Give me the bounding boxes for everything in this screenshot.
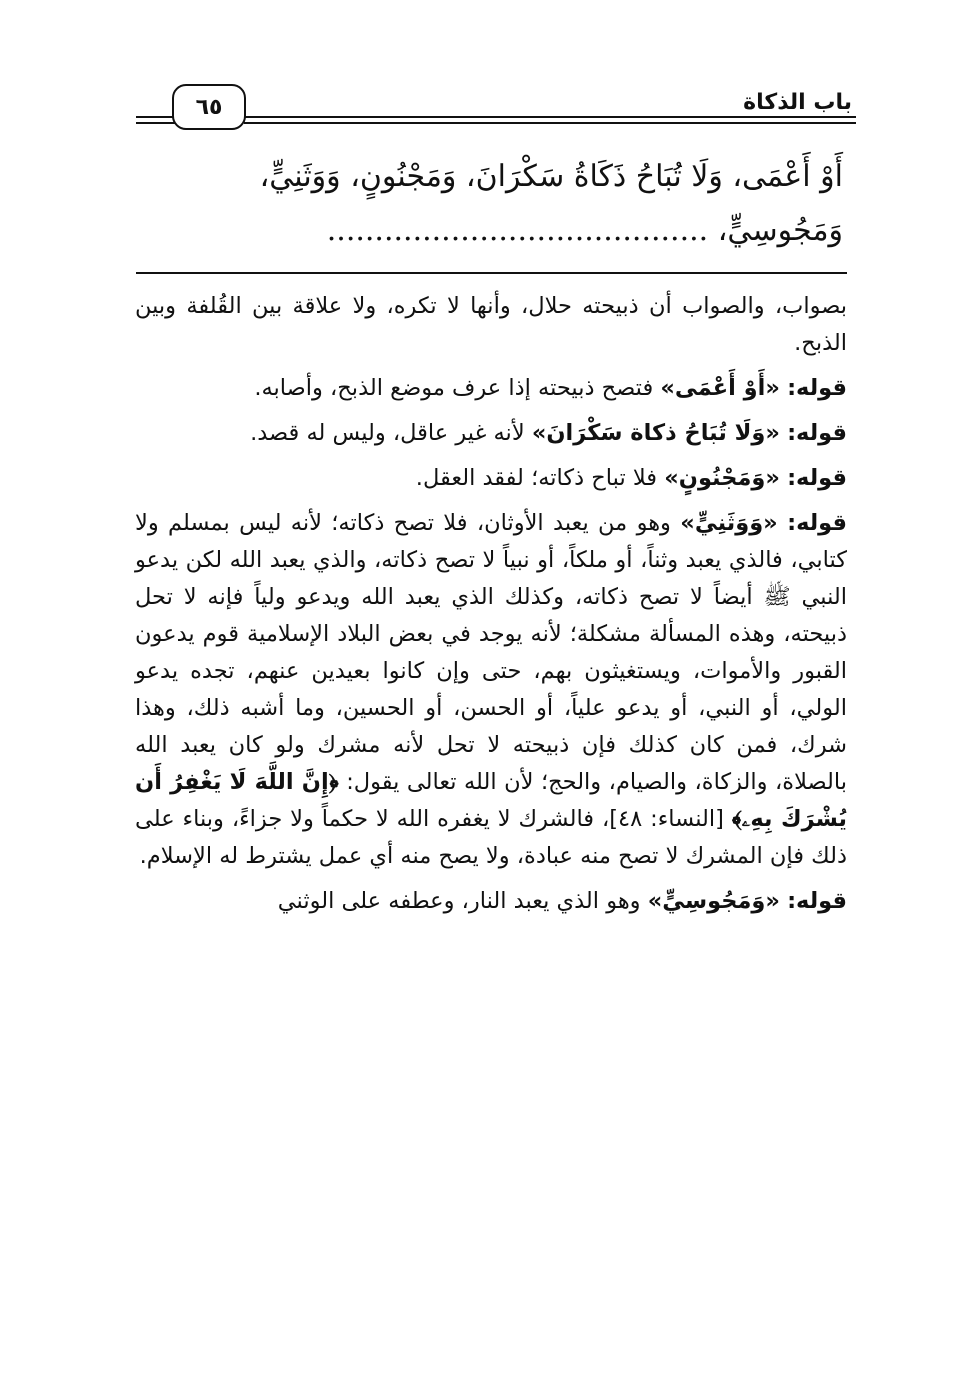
chapter-title: باب الذكاة <box>743 90 852 115</box>
matn-quote: «وَلَا تُبَاحُ ذكاة سَكْرَانَ» <box>531 420 780 446</box>
qawl-label: قوله: <box>787 888 847 914</box>
paragraph-text: لأنه غير عاقل، وليس له قصد. <box>250 420 525 446</box>
matn-line-2-text: وَمَجُوسِيٍّ، <box>717 213 843 248</box>
header-rule <box>244 116 856 118</box>
matn-quote: «وَمَجُوسِيٍّ» <box>647 888 780 914</box>
paragraph-1: بصواب، والصواب أن ذبيحته حلال، وأنها لا تكره، ولا علاقة بين القُلفة وبين الذبح. <box>135 293 847 356</box>
matn-ellipsis: ........................................ <box>326 213 709 248</box>
paragraph-text: وهو الذي يعبد النار، وعطفه على الوثني <box>277 888 641 914</box>
qawl-label: قوله: <box>787 420 847 446</box>
matn-quote: «وَمَجْنُونٍ» <box>664 465 780 491</box>
paragraph-text: وهو من يعبد الأوثان، فلا تصح ذكاته؛ لأنه ليس بمسلم ولا كتابي، فالذي يعبد وثناً، أو ملكاً، أو نبياً لا تصح ذكاته، والذي يعبد الله لكن يدعو النبي ﷺ أيضاً لا تصح ذكاته، وكذلك الذي يعبد الله ويدعو ولياً فإنه لا تحل ذبيحته، وهذه المسألة مشكلة؛ لأنه يوجد في بعض البلاد الإسلامية قوم يدعون القبور والأموات، ويستغيثون بهم، حتى وإن كانوا بعيدين عنهم، تجده يدعو الولي، أو النبي، أو يدعو علياً، أو الحسن، أو الحسين، وما أشبه ذلك، وهذا شرك، فمن كان كذلك فإن ذبيحته لا تحل لأنه مشرك ولو كان يعبد الله بالصلاة، والزكاة، والصيام، والحج؛ لأن الله تعالى يقول: <box>135 510 847 795</box>
header-rule <box>136 122 176 124</box>
matn-text <box>143 150 843 258</box>
header-rule <box>244 122 856 124</box>
paragraph-text: فلا تباح ذكاته؛ لفقد العقل. <box>415 465 658 491</box>
paragraph-6 <box>135 883 847 920</box>
paragraph-text: فالشرك لا يغفره الله لا حكماً ولا جزاءً، وبناء على ذلك فإن المشرك لا تصح منه عبادة، ولا يصح منه أي عمل يشترط له الإسلام. <box>135 806 847 869</box>
header-rule <box>136 116 176 118</box>
matn-quote: «وَوَثَنِيٍّ» <box>680 510 778 536</box>
qawl-label: قوله: <box>787 465 847 491</box>
paragraph-5 <box>135 505 847 875</box>
matn-quote: «أَوْ أَعْمَى» <box>660 375 780 401</box>
paragraph-text: فتصح ذبيحته إذا عرف موضع الذبح، وأصابه. <box>254 375 654 401</box>
paragraph-4 <box>135 460 847 497</box>
qawl-label: قوله: <box>787 375 847 401</box>
quran-ayah: ﴿إِنَّ اللَّهَ لَا يَغْفِرُ أَن يُشْرَكَ بِهِۦ﴾ <box>135 769 847 832</box>
paragraph-2 <box>135 370 847 407</box>
matn-line-1: أَوْ أَعْمَى، وَلَا تُبَاحُ ذَكَاةُ سَكْرَانَ، وَمَجْنُونٍ، وَوَثَنِيٍّ، <box>259 159 843 194</box>
page-header <box>136 84 852 134</box>
matn-separator-rule <box>136 272 847 274</box>
paragraph-3 <box>135 415 847 452</box>
matn-line-2 <box>143 204 843 258</box>
page-number: ٦٥ <box>172 84 246 130</box>
ayah-citation: [النساء: ٤٨]، <box>601 806 724 832</box>
qawl-label: قوله: <box>787 510 848 536</box>
commentary-text <box>135 288 847 920</box>
